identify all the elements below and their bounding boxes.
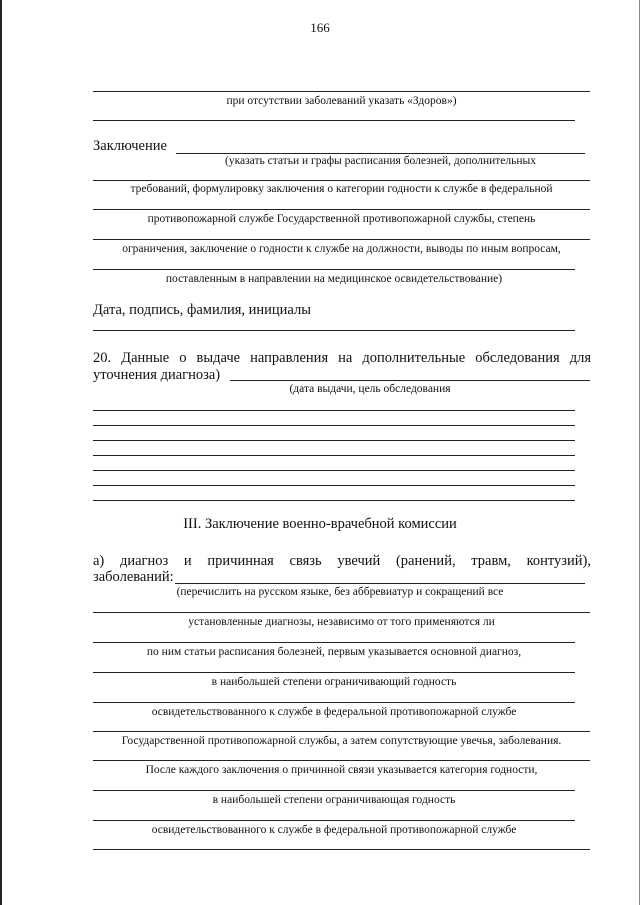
item20-hint: (дата выдачи, цель обследования [289, 383, 451, 395]
fill-line [93, 849, 590, 850]
fill-line [93, 485, 575, 486]
page-number: 166 [310, 20, 330, 35]
conclusion-hint-3: противопожарной службе Государственной противопожарной службы, степень [147, 213, 536, 225]
fill-line [93, 612, 590, 613]
fill-line [93, 180, 590, 181]
fill-line [93, 790, 575, 791]
fill-line [93, 410, 575, 411]
section3-hint-9: освидетельствованного к службе в федеральной противопожарной службе [151, 824, 517, 836]
fill-line [93, 820, 575, 821]
conclusion-fill-line [176, 153, 585, 154]
fill-line [93, 731, 590, 732]
fill-line [93, 672, 575, 673]
fill-line [93, 642, 575, 643]
page-left-border [0, 0, 2, 905]
section3-hint-2: установленные диагнозы, независимо от того применяются ли [188, 616, 495, 628]
fill-line [93, 500, 575, 501]
fill-line [93, 760, 590, 761]
section3-hint-8: в наибольшей степени ограничивающая годность [212, 794, 456, 806]
item20-line1: 20. Данные о выдаче направления на дополнительные обследования для [93, 350, 591, 366]
item20-fill-line [230, 380, 590, 381]
fill-line [93, 455, 575, 456]
fill-line [93, 239, 590, 240]
section3-hint-3: по ним статьи расписания болезней, первым указывается основной диагноз, [146, 646, 522, 658]
conclusion-hint-4: ограничения, заключение о годности к службе на должности, выводы по иным вопросам, [122, 243, 561, 255]
section3-hint-1: (перечислить на русском языке, без аббревиатур и сокращений все [176, 586, 504, 598]
conclusion-hint-5: поставленным в направлении на медицинское освидетельствование) [165, 273, 503, 285]
item20-line2: уточнения диагноза) [93, 367, 221, 383]
signature-label: Дата, подпись, фамилия, инициалы [93, 302, 311, 318]
section3-hint-7: После каждого заключения о причинной связи указывается категория годности, [145, 764, 538, 776]
item-a-fill-line [175, 583, 585, 584]
fill-line [93, 120, 575, 121]
section3-title: III. Заключение военно-врачебной комиссии [183, 516, 457, 532]
fill-line [93, 440, 575, 441]
health-note: при отсутствии заболеваний указать «Здоров») [226, 95, 457, 107]
conclusion-label: Заключение [93, 138, 167, 154]
fill-line [93, 702, 575, 703]
section3-hint-5: освидетельствованного к службе в федеральной противопожарной службе [151, 706, 517, 718]
fill-line [93, 425, 575, 426]
item-a-line2: заболеваний: [93, 569, 174, 585]
item-a-line1: а) диагноз и причинная связь увечий (ранений, травм, контузий), [93, 553, 591, 569]
conclusion-hint-1: (указать статьи и графы расписания болезней, дополнительных [225, 155, 536, 167]
section3-hint-6: Государственной противопожарной службы, а затем сопутствующие увечья, заболевания. [121, 735, 562, 747]
fill-line [93, 91, 590, 92]
conclusion-hint-2: требований, формулировку заключения о категории годности к службе в федеральной [130, 183, 553, 195]
fill-line [93, 470, 575, 471]
section3-hint-4: в наибольшей степени ограничивающий годность [211, 676, 457, 688]
fill-line [93, 330, 575, 331]
fill-line [93, 209, 590, 210]
fill-line [93, 269, 575, 270]
